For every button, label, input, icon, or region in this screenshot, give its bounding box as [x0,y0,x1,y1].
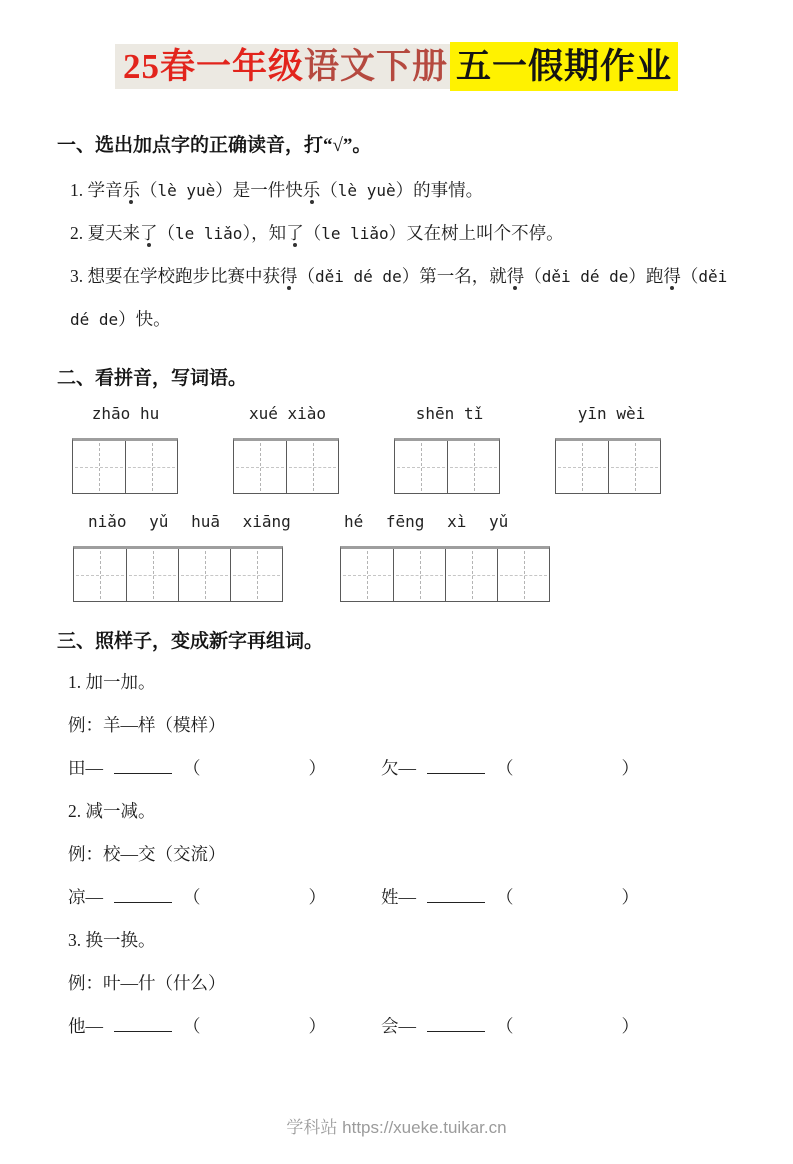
paren-close: ） [621,1016,639,1036]
answer-blank [114,1017,172,1032]
emphasized-char: 得 [280,266,298,286]
grid-cell [126,549,178,601]
text-segment: （ [140,180,158,200]
sub3-example: 例：叶—什（什么） [68,973,226,993]
pinyin-row-2 [88,512,793,531]
answer-blank [427,1017,485,1032]
sub3-label: 3. 换一换。 [68,930,156,950]
emphasized-char: 乐 [122,180,140,200]
sub2-example: 例：校—交（交流） [68,844,226,864]
grid-cell [286,441,338,493]
pinyin-label: hé fēng xì yǔ [344,512,509,531]
grid-cell [447,441,499,493]
pinyin-label: niǎo yǔ huā xiāng [88,512,291,531]
source-char: 凉— [68,887,103,907]
fill-item [68,876,381,919]
text-segment: ）的事情。 [395,180,484,200]
text-segment: ），知 [242,223,287,243]
writing-grid [555,438,661,494]
section1-item-1 [70,169,742,212]
answer-blank [427,759,485,774]
sub2-label: 2. 减一减。 [68,801,156,821]
emphasized-char: 了 [286,223,304,243]
fill-item [381,747,639,790]
pinyin-label: zhāo hu [91,404,160,423]
grid-cell [608,441,660,493]
grid-cell [234,441,286,493]
text-segment: （ [297,266,315,286]
writing-grid-row-1 [72,438,793,494]
sub1-fill-line [68,747,793,790]
watermark-footer: 学科站 https://xueke.tuikar.cn [286,1118,507,1137]
text-segment: děi dé de [315,267,402,286]
section1-heading: 一、选出加点字的正确读音，打“√”。 [57,135,372,156]
text-segment: 1. 学音 [70,180,123,200]
fill-item [68,1005,381,1048]
emphasized-char: 得 [506,266,525,286]
writing-grid-row-2 [73,546,793,602]
title-highlight-part: 五一假期作业 [450,42,678,91]
writing-grid [340,546,550,602]
writing-grid [73,546,283,602]
fill-item [381,876,639,919]
text-segment: （ [680,266,699,286]
section3-body [68,661,793,1048]
text-segment: 2. 夏天来 [70,223,140,243]
source-char: 会— [381,1016,416,1036]
text-segment: lè yuè [337,181,396,200]
text-segment: lè yuè [157,181,216,200]
writing-grid [394,438,500,494]
source-char: 姓— [381,887,416,907]
title-grade-part: 25春一年级 [115,44,304,89]
grid-cell [230,549,282,601]
text-segment: ）又在树上叫个不停。 [388,223,564,243]
fill-item [381,1005,639,1048]
source-char: 田— [68,758,103,778]
worksheet-page [0,42,793,1164]
text-segment: （ [320,180,338,200]
source-char: 他— [68,1016,103,1036]
text-segment: ）是一件快 [215,180,303,200]
section1-item-3 [70,255,742,341]
paren-close: ） [621,758,639,778]
grid-cell [393,549,445,601]
sub3-fill-line [68,1005,793,1048]
title-subject-part: 语文下册 [304,44,450,89]
section2-heading: 二、看拼音，写词语。 [57,368,248,389]
pinyin-label: xué xiào [248,404,327,423]
text-segment: le liǎo [321,224,389,243]
paren-close: ） [308,887,326,907]
emphasized-char: 得 [663,266,681,286]
pinyin-label: shēn tǐ [415,404,484,423]
sub1-label: 1. 加一加。 [68,672,156,692]
text-segment: （ [303,223,322,243]
grid-cell [73,441,125,493]
source-char: 欠— [381,758,416,778]
section3-heading: 三、照样子，变成新字再组词。 [57,631,324,652]
paren-open: （ [496,758,514,778]
text-segment: ）快。 [118,309,171,329]
text-segment: （ [157,223,175,243]
writing-grid [233,438,339,494]
paren-close: ） [308,758,326,778]
answer-blank [114,888,172,903]
emphasized-char: 了 [140,223,158,243]
sub1-example: 例：羊—样（模样） [68,715,226,735]
grid-cell [556,441,608,493]
text-segment: le liǎo [175,224,243,243]
text-segment: （ [524,266,542,286]
text-segment: ）第一名，就 [401,266,507,286]
section1-items [70,169,742,341]
pinyin-label: yīn wèi [577,404,646,423]
grid-cell [445,549,497,601]
grid-cell [341,549,393,601]
paren-open: （ [496,1016,514,1036]
sub2-fill-line [68,876,793,919]
answer-blank [114,759,172,774]
pinyin-row-1 [72,404,793,423]
section1-item-2 [70,212,742,255]
emphasized-char: 乐 [302,180,321,200]
paren-close: ） [621,887,639,907]
grid-cell [74,549,126,601]
fill-item [68,747,381,790]
grid-cell [395,441,447,493]
paren-close: ） [308,1016,326,1036]
paren-open: （ [183,887,201,907]
text-segment: děi dé de [70,267,728,329]
paren-open: （ [183,1016,201,1036]
grid-cell [125,441,177,493]
text-segment: ）跑 [628,266,664,286]
grid-cell [178,549,230,601]
text-segment: 3. 想要在学校跑步比赛中获 [70,266,280,286]
paren-open: （ [496,887,514,907]
answer-blank [427,888,485,903]
text-segment: děi dé de [541,267,629,286]
writing-grid [72,438,178,494]
paren-open: （ [183,758,201,778]
page-title [0,42,793,92]
grid-cell [497,549,549,601]
